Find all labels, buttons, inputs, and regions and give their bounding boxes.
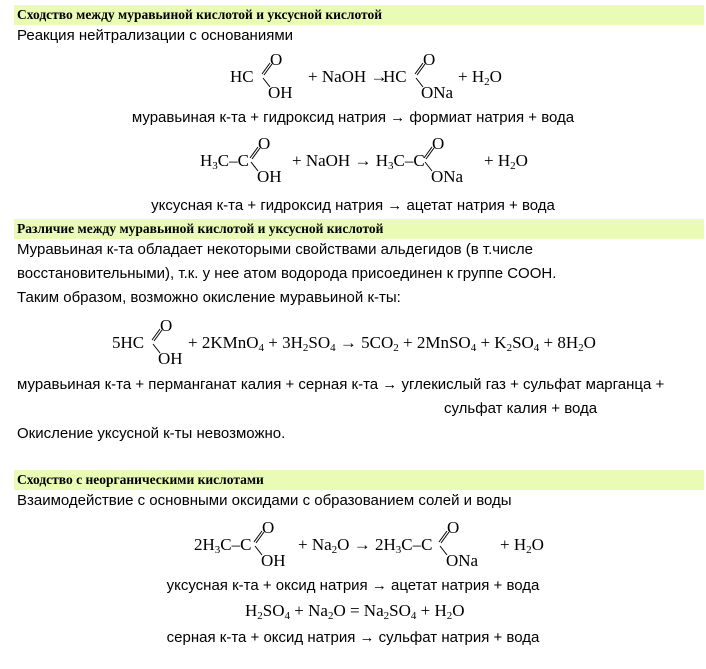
formula-part: O — [160, 316, 173, 335]
formula-part: OH — [158, 349, 183, 368]
section-heading-2: Различие между муравьиной кислотой и уксусной кислотой — [14, 219, 704, 239]
formula-part: 5HC — [112, 333, 145, 352]
formula-part: ONa — [431, 167, 464, 186]
section-heading-1: Сходство между муравьиной кислотой и уксусной кислотой — [14, 5, 704, 25]
section-3-line-1: Взаимодействие с основными оксидами с образованием солей и воды — [17, 492, 512, 509]
formula-part: OH — [257, 167, 282, 186]
caption-3-line-1: муравьиная к-та + перманганат калия + серная к-та → углекислый газ + сульфат марганца + — [17, 376, 665, 393]
equation-acetic-na2o — [194, 518, 554, 570]
formula-part: O — [432, 134, 445, 153]
formula-part: + $H_2O$ — [458, 67, 502, 88]
section-heading-3: Сходство с неорганическими кислотами — [14, 470, 704, 490]
formula-part: + NaOH → — [308, 67, 388, 86]
formula-part: O — [262, 518, 275, 537]
formula-part: ONa — [421, 83, 454, 102]
caption-5: серная к-та + оксид натрия → сульфат натрия + вода — [166, 629, 540, 646]
formula-part: OH — [268, 83, 293, 102]
formula-part: O — [447, 518, 460, 537]
formula-part: $2H_3C-C$ — [194, 535, 252, 556]
formula-part: + NaOH → $H_3C-C$ — [292, 151, 425, 172]
formula-part: + $Na_2O \to 2H_3C-C$ — [298, 535, 433, 556]
section-1-line-1: Реакция нейтрализации с основаниями — [17, 27, 294, 44]
caption-4: уксусная к-та + оксид натрия → ацетат натрия + вода — [166, 577, 540, 594]
formula-part: $H_3C-C$ — [200, 151, 249, 172]
formula-part: O — [258, 134, 271, 153]
section-2-line-3: Таким образом, возможно окисление муравьиной к-ты: — [17, 289, 401, 306]
formula-part: HC — [230, 67, 254, 86]
formula-part: O — [423, 50, 436, 69]
caption-2: уксусная к-та + гидроксид натрия → ацетат натрия + вода — [151, 197, 555, 214]
formula-part: $H_2SO_4 + Na_2O = Na_2SO_4 + H_2O$ — [245, 601, 465, 622]
equation-h2so4-na2o — [245, 602, 505, 624]
formula-part: + $H_2O$ — [484, 151, 528, 172]
formula-part: + $H_2O$ — [500, 535, 544, 556]
formula-part: HC — [383, 67, 407, 86]
formula-part: O — [270, 50, 283, 69]
caption-1: муравьиная к-та + гидроксид натрия → формиат натрия + вода — [131, 109, 575, 126]
equation-acetic-naoh — [200, 134, 540, 186]
section-2-after: Окисление уксусной к-ты невозможно. — [17, 425, 286, 442]
equation-formic-oxidation — [112, 318, 632, 368]
section-2-line-2: восстановительными), т.к. у нее атом водорода присоединен к группе COOH. — [17, 265, 557, 282]
caption-3-line-2: сульфат калия + вода — [444, 400, 598, 417]
formula-part: + 2KMnO$_4$ + $3H_2SO_4 \to 5CO_2$ + 2MnSO$_4$ + $K_2SO_4 + 8H_2O$ — [188, 333, 596, 354]
section-2-line-1: Муравьиная к-та обладает некоторыми свойствами альдегидов (в т.числе — [17, 241, 534, 258]
equation-formic-naoh — [230, 50, 530, 102]
formula-part: OH — [261, 551, 286, 570]
formula-part: ONa — [446, 551, 479, 570]
